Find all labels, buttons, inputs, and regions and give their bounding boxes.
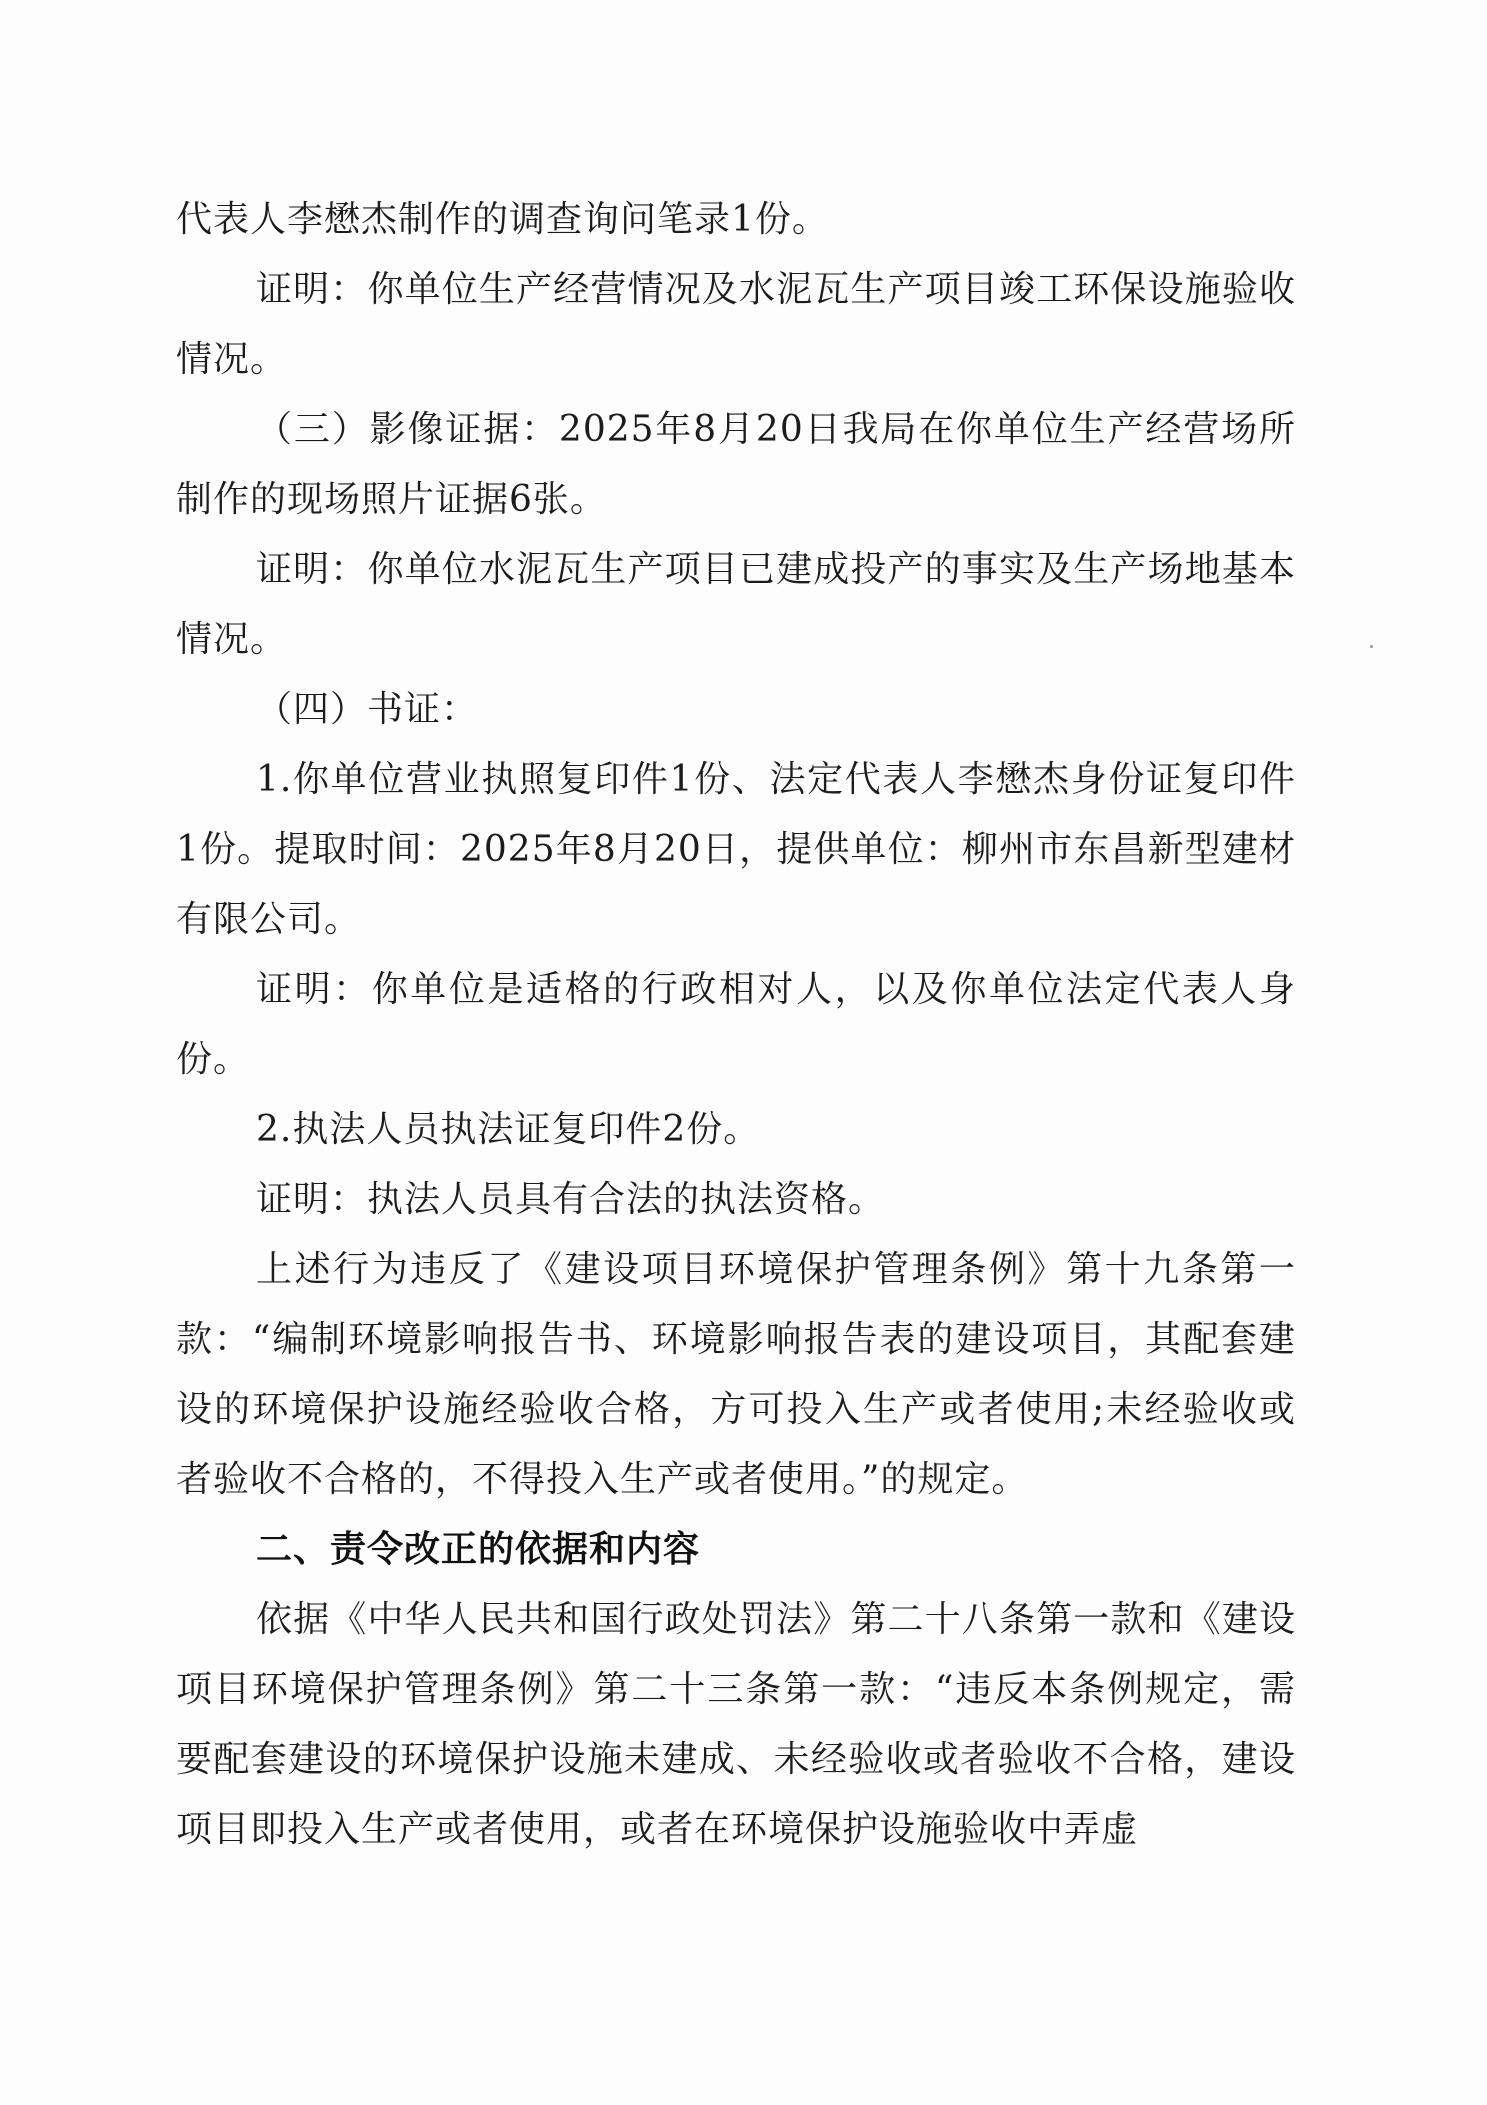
scan-speck	[1370, 645, 1373, 648]
paragraph-item-2: 2.执法人员执法证复印件2份。	[256, 1109, 761, 1150]
paragraph-violation: 上述行为违反了《建设项目环境保护管理条例》第十九条第一款：“编制环境影响报告书、环境影响报告表的建设项目，其配套建设的环境保护设施经验收合格，方可投入生产或者使用;未经验收或者验收不合格的，不得投入生产或者使用。”的规定。	[176, 1249, 1296, 1500]
paragraph-continuation: 代表人李懋杰制作的调查询问笔录1份。	[176, 199, 829, 240]
paragraph-proof-3: 证明：你单位是适格的行政相对人，以及你单位法定代表人身份。	[176, 969, 1296, 1080]
paragraph-legal-basis: 依据《中华人民共和国行政处罚法》第二十八条第一款和《建设项目环境保护管理条例》第二十三条第一款：“违反本条例规定，需要配套建设的环境保护设施未建成、未经验收或者验收不合格，建设项目即投入生产或者使用，或者在环境保护设施验收中弄虚	[176, 1599, 1296, 1850]
section-heading: 二、责令改正的依据和内容	[256, 1529, 701, 1570]
paragraph-proof-2: 证明：你单位水泥瓦生产项目已建成投产的事实及生产场地基本情况。	[176, 549, 1296, 660]
paragraph-item-1: 1.你单位营业执照复印件1份、法定代表人李懋杰身份证复印件1份。提取时间：2025年8月20日，提供单位：柳州市东昌新型建材有限公司。	[176, 759, 1296, 940]
paragraph-proof-1: 证明：你单位生产经营情况及水泥瓦生产项目竣工环保设施验收情况。	[176, 269, 1296, 380]
paragraph-proof-4: 证明：执法人员具有合法的执法资格。	[256, 1179, 886, 1220]
paragraph-image-evidence: （三）影像证据：2025年8月20日我局在你单位生产经营场所制作的现场照片证据6张。	[176, 409, 1296, 520]
paragraph-documentary-evidence: （四）书证：	[256, 689, 479, 730]
document-body	[176, 185, 1296, 1865]
